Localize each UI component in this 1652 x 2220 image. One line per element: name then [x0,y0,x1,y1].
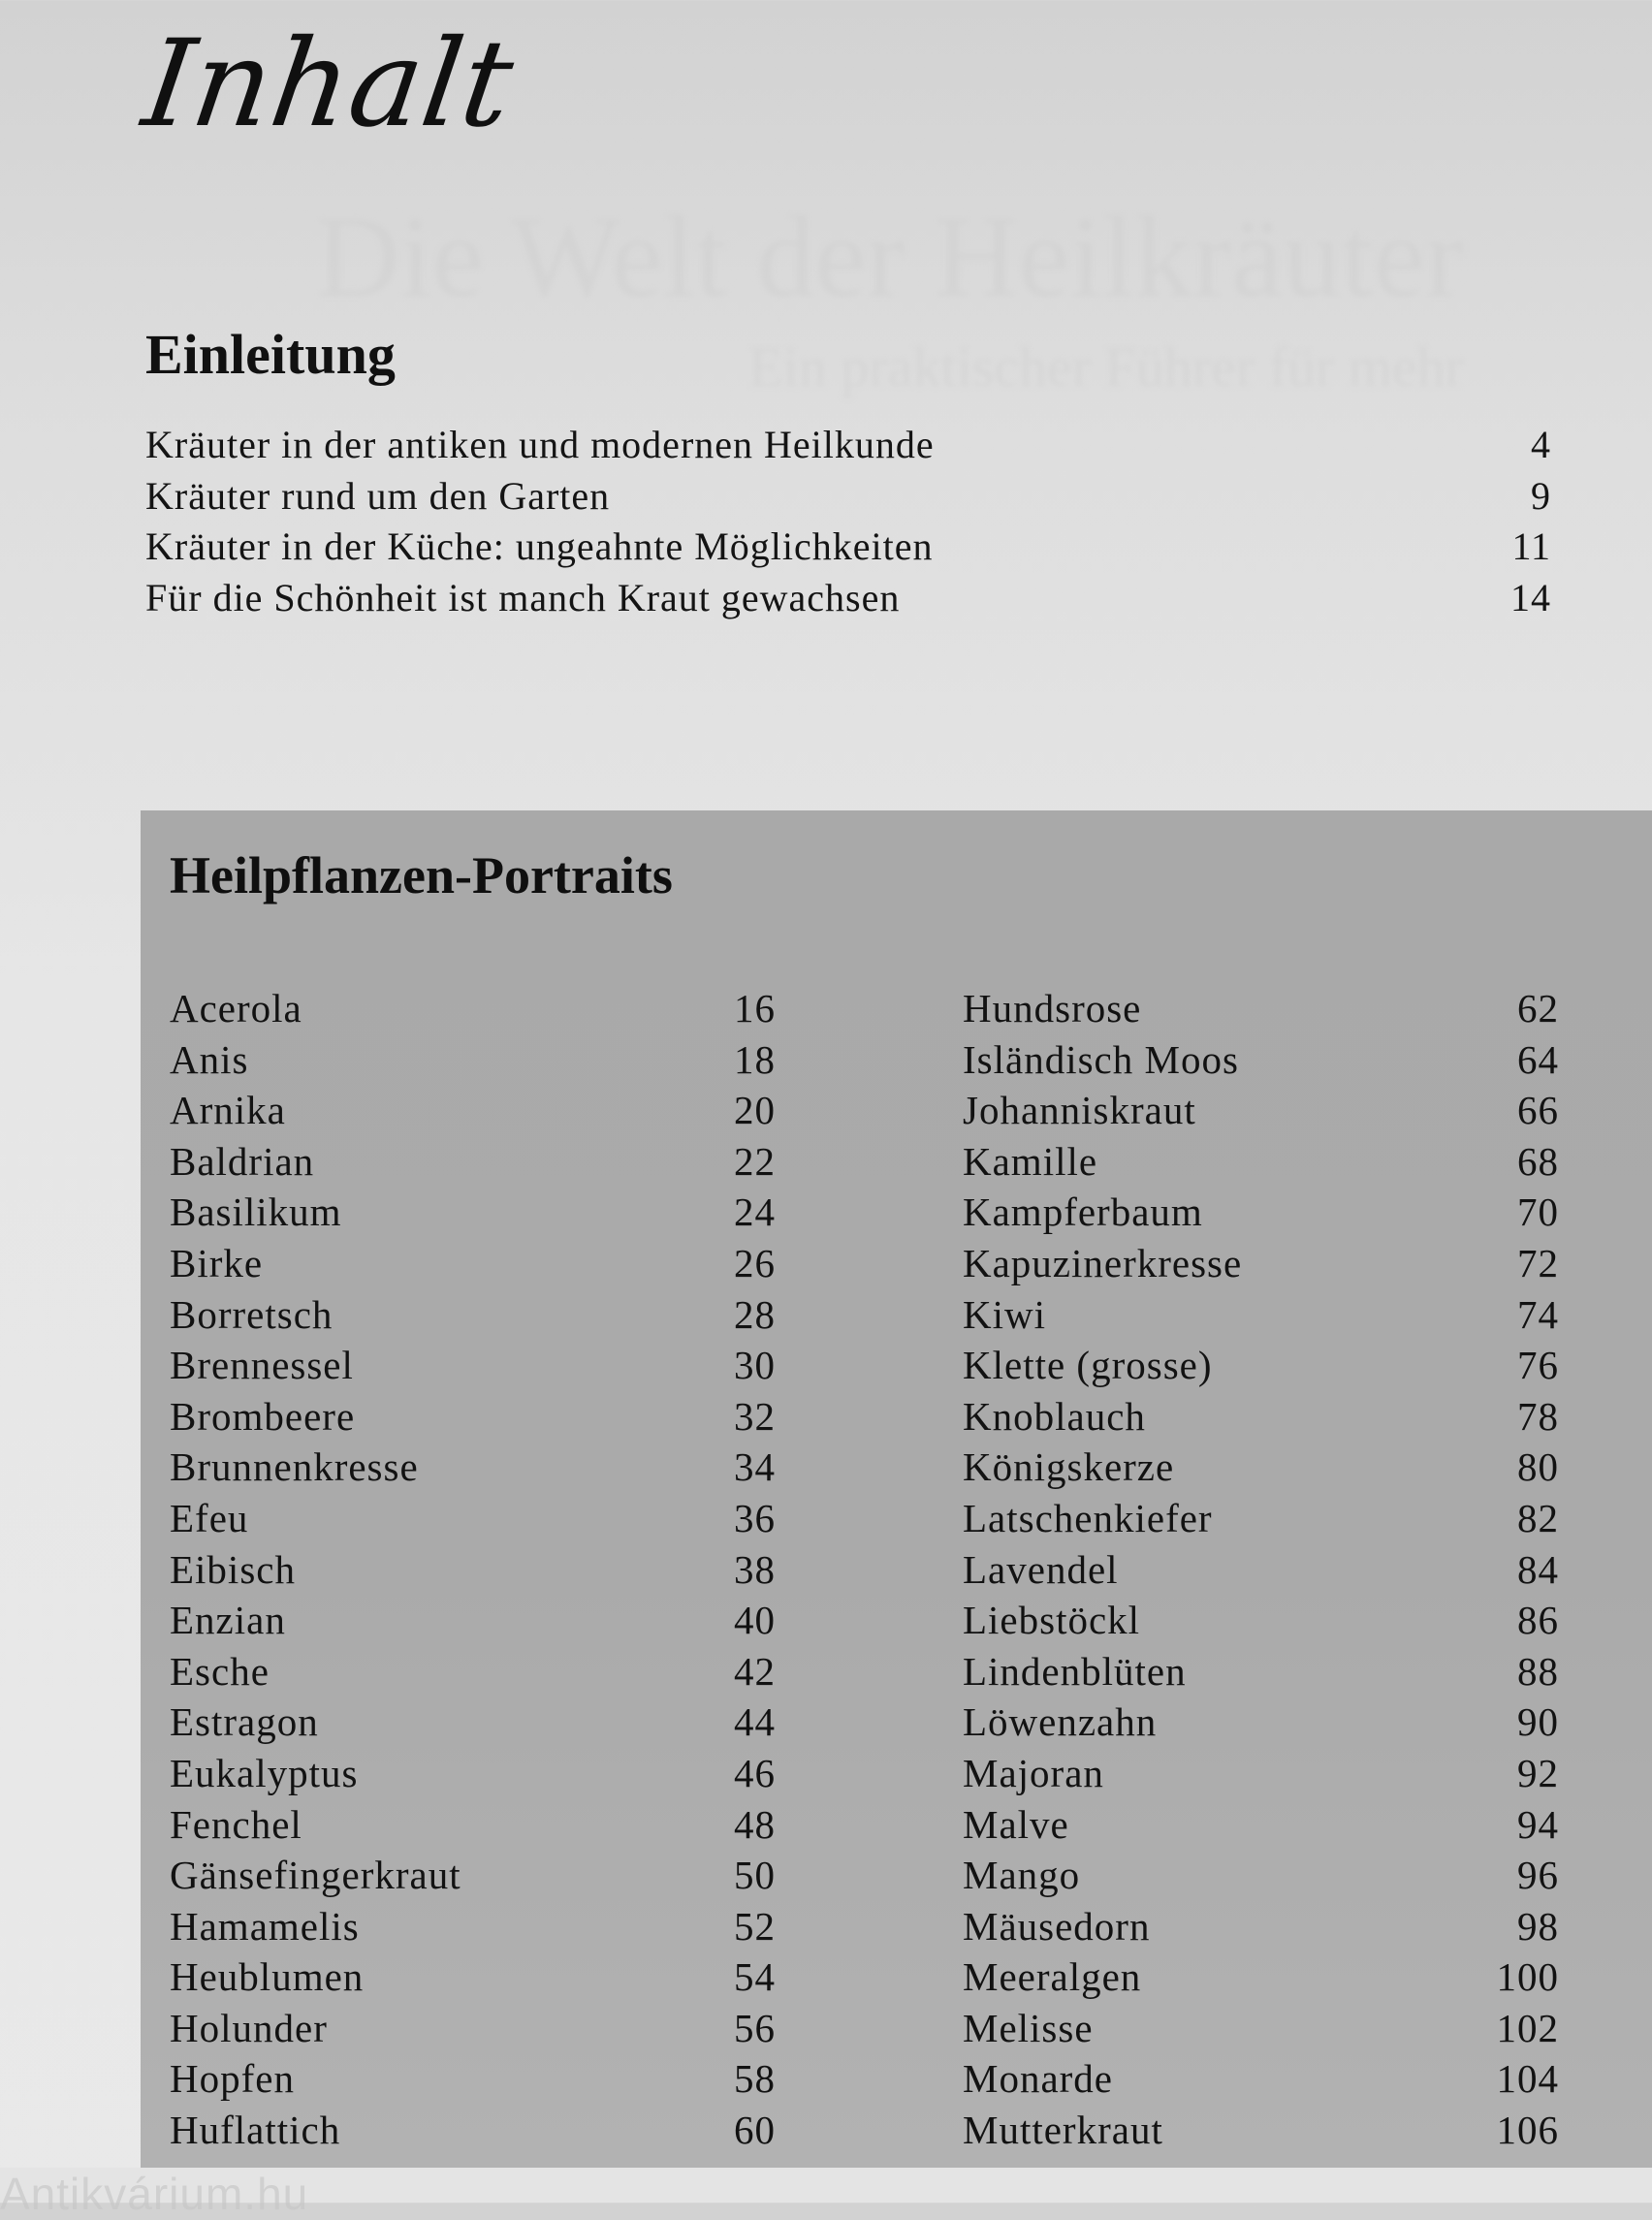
plant-name: Hundsrose [963,986,1142,1031]
plant-page-number: 104 [1496,2056,1559,2102]
plant-page-number: 70 [1517,1189,1559,1235]
plant-page-number: 78 [1517,1393,1559,1439]
plant-entry[interactable] [170,1138,776,1189]
plant-entry[interactable] [170,1750,776,1801]
introduction-heading: Einleitung [145,323,396,386]
plant-name: Enzian [170,1598,286,1643]
plant-entry[interactable] [963,1903,1559,1954]
plant-entry[interactable] [170,1087,776,1138]
plant-name: Kapuzinerkresse [963,1240,1243,1285]
plant-entry[interactable] [170,2005,776,2056]
plant-name: Baldrian [170,1138,315,1184]
plant-page-number: 32 [734,1393,776,1439]
plant-name: Kiwi [963,1291,1046,1337]
plant-name: Königskerze [963,1444,1175,1490]
plant-entry[interactable] [963,1648,1559,1699]
plant-entry[interactable] [963,1597,1559,1648]
plant-name: Isländisch Moos [963,1036,1239,1082]
show-through-subtitle: Ein praktischer Führer für mehr [748,335,1464,398]
plant-entry[interactable] [963,1342,1559,1393]
plant-page-number: 44 [734,1699,776,1745]
plant-entry[interactable] [963,1189,1559,1240]
plant-name: Liebstöckl [963,1598,1141,1643]
plant-name: Brunnenkresse [170,1444,419,1490]
toc-entry[interactable] [145,575,1551,626]
toc-entry-label: Kräuter rund um den Garten [145,473,611,518]
plant-entry[interactable] [963,1291,1559,1343]
plant-entry[interactable] [170,1597,776,1648]
plant-page-number: 86 [1517,1598,1559,1643]
plant-entry[interactable] [963,2005,1559,2056]
plant-entry[interactable] [170,1342,776,1393]
plant-name: Arnika [170,1088,286,1133]
plant-name: Efeu [170,1495,249,1540]
plant-entry[interactable] [963,1036,1559,1088]
plant-page-number: 30 [734,1343,776,1388]
plant-name: Latschenkiefer [963,1495,1213,1540]
toc-entry[interactable] [145,422,1551,473]
plant-name: Hopfen [170,2056,295,2102]
plant-name: Klette (grosse) [963,1343,1213,1388]
plant-entry[interactable] [170,1852,776,1903]
plant-entry[interactable] [963,1852,1559,1903]
plant-entry[interactable] [963,1087,1559,1138]
plant-entry[interactable] [170,1240,776,1291]
plant-page-number: 54 [734,1954,776,2000]
plant-entry[interactable] [170,1903,776,1954]
plant-entry[interactable] [963,1393,1559,1444]
plant-entry[interactable] [963,1698,1559,1750]
plant-entry[interactable] [170,1393,776,1444]
plant-entry[interactable] [170,985,776,1036]
plant-name: Monarde [963,2056,1114,2102]
plant-page-number: 52 [734,1903,776,1949]
plant-entry[interactable] [170,1801,776,1853]
plant-name: Mäusedorn [963,1903,1151,1949]
plant-page-number: 28 [734,1291,776,1337]
plant-name: Johanniskraut [963,1088,1196,1133]
toc-entry-page: 4 [1531,423,1551,466]
plant-entry[interactable] [170,1698,776,1750]
plant-name: Acerola [170,986,302,1031]
plant-name: Kamille [963,1138,1098,1184]
plant-name: Melisse [963,2005,1094,2050]
plant-page-number: 96 [1517,1853,1559,1898]
plant-page-number: 62 [1517,986,1559,1031]
plant-page-number: 80 [1517,1444,1559,1490]
plant-page-number: 92 [1517,1750,1559,1795]
plant-name: Eukalyptus [170,1750,359,1795]
toc-entry-page: 9 [1531,473,1551,518]
plant-page-number: 46 [734,1750,776,1795]
plant-page-number: 72 [1517,1240,1559,1285]
plant-entry[interactable] [963,2107,1559,2158]
toc-entry[interactable] [145,523,1551,575]
toc-entry-page: 11 [1511,524,1551,568]
plant-name: Lindenblüten [963,1648,1187,1694]
plant-name: Knoblauch [963,1393,1146,1439]
plant-page-number: 74 [1517,1291,1559,1337]
portraits-left-column [170,985,776,2158]
toc-entry-label: Für die Schönheit ist manch Kraut gewachsen [145,575,901,619]
plant-name: Mango [963,1853,1081,1898]
plant-entry[interactable] [170,2055,776,2107]
plant-name: Lavendel [963,1546,1119,1592]
plant-name: Löwenzahn [963,1699,1158,1745]
plant-page-number: 58 [734,2056,776,2102]
plant-name: Estragon [170,1699,319,1745]
plant-entry[interactable] [170,1291,776,1343]
plant-page-number: 48 [734,1801,776,1847]
plant-entry[interactable] [963,1801,1559,1853]
plant-page-number: 66 [1517,1088,1559,1133]
plant-page-number: 18 [734,1036,776,1082]
plant-name: Meeralgen [963,1954,1142,2000]
plant-name: Malve [963,1801,1069,1847]
plant-name: Heublumen [170,1954,365,2000]
plant-page-number: 106 [1496,2108,1559,2153]
plant-entry[interactable] [170,1953,776,2005]
plant-name: Kampferbaum [963,1189,1203,1235]
portraits-heading: Heilpflanzen-Portraits [170,846,673,904]
plant-page-number: 26 [734,1240,776,1285]
show-through-title: Die Welt der Heilkräuter [315,192,1464,321]
plant-page-number: 40 [734,1598,776,1643]
plant-entry[interactable] [963,1546,1559,1598]
plant-page-number: 102 [1496,2005,1559,2050]
plant-name: Anis [170,1036,249,1082]
plant-page-number: 100 [1496,1954,1559,2000]
plant-page-number: 50 [734,1853,776,1898]
plant-entry[interactable] [170,1546,776,1598]
plant-name: Fenchel [170,1801,302,1847]
plant-page-number: 64 [1517,1036,1559,1082]
plant-name: Majoran [963,1750,1104,1795]
introduction-list [145,422,1551,625]
plant-page-number: 76 [1517,1343,1559,1388]
plant-page-number: 34 [734,1444,776,1490]
page-title: Inhalt [135,15,523,154]
watermark: Antikvárium.hu [0,2169,309,2219]
plant-name: Huflattich [170,2108,341,2153]
plant-entry[interactable] [170,2107,776,2158]
toc-entry[interactable] [145,473,1551,524]
plant-entry[interactable] [963,1138,1559,1189]
plant-page-number: 16 [734,986,776,1031]
plant-page-number: 84 [1517,1546,1559,1592]
plant-entry[interactable] [170,1648,776,1699]
plant-page-number: 98 [1517,1903,1559,1949]
plant-name: Birke [170,1240,264,1285]
plant-page-number: 60 [734,2108,776,2153]
plant-name: Hamamelis [170,1903,360,1949]
plant-page-number: 90 [1517,1699,1559,1745]
plant-name: Basilikum [170,1189,342,1235]
plant-entry[interactable] [170,1189,776,1240]
plant-page-number: 20 [734,1088,776,1133]
plant-name: Brombeere [170,1393,356,1439]
plant-name: Brennessel [170,1343,354,1388]
plant-page-number: 38 [734,1546,776,1592]
plant-page-number: 88 [1517,1648,1559,1694]
plant-entry[interactable] [170,1036,776,1088]
plant-entry[interactable] [963,1750,1559,1801]
toc-entry-label: Kräuter in der Küche: ungeahnte Möglichkeiten [145,524,934,568]
plant-entry[interactable] [963,1953,1559,2005]
plant-page-number: 82 [1517,1495,1559,1540]
plant-entry[interactable] [963,2055,1559,2107]
plant-name: Mutterkraut [963,2108,1163,2153]
plant-page-number: 42 [734,1648,776,1694]
plant-entry[interactable] [963,1443,1559,1495]
plant-page-number: 56 [734,2005,776,2050]
plant-name: Gänsefingerkraut [170,1853,461,1898]
plant-entry[interactable] [170,1443,776,1495]
plant-page-number: 36 [734,1495,776,1540]
plant-entry[interactable] [963,1240,1559,1291]
plant-name: Eibisch [170,1546,296,1592]
plant-page-number: 22 [734,1138,776,1184]
plant-page-number: 94 [1517,1801,1559,1847]
toc-entry-page: 14 [1510,575,1551,619]
plant-entry[interactable] [963,985,1559,1036]
plant-name: Borretsch [170,1291,334,1337]
plant-name: Holunder [170,2005,328,2050]
plant-entry[interactable] [170,1495,776,1546]
plant-page-number: 24 [734,1189,776,1235]
plant-name: Esche [170,1648,270,1694]
plant-entry[interactable] [963,1495,1559,1546]
plant-page-number: 68 [1517,1138,1559,1184]
toc-entry-label: Kräuter in der antiken und modernen Heilkunde [145,423,935,466]
portraits-right-column [963,985,1559,2158]
